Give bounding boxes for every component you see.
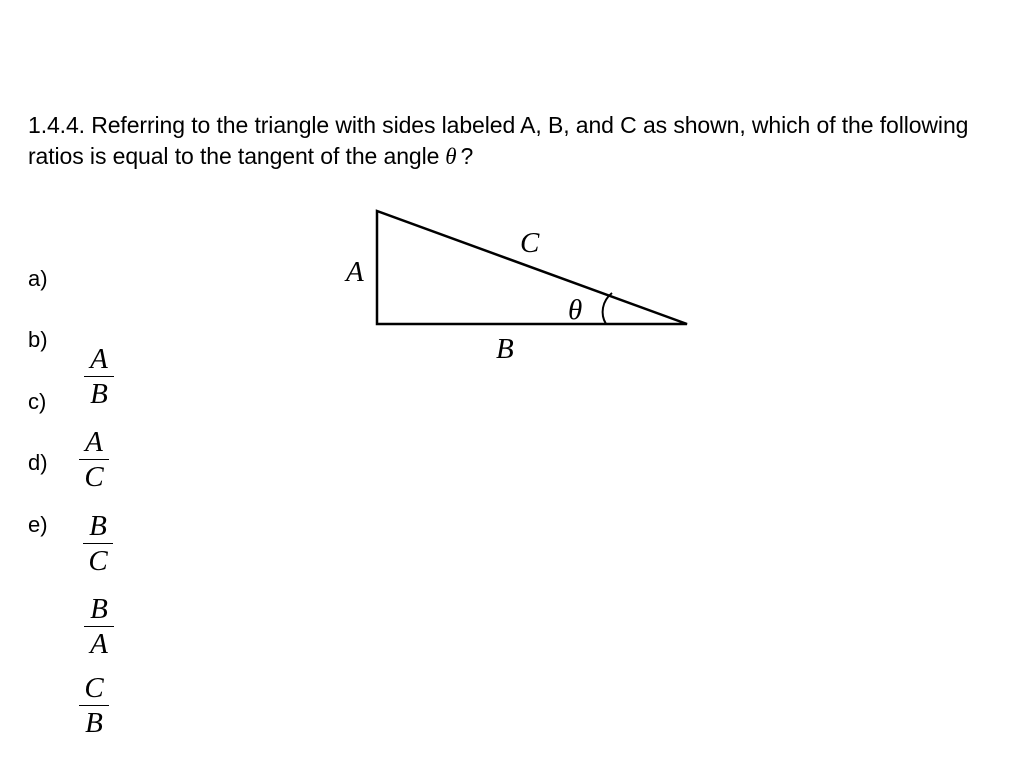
question-body: 1.4.4. Referring to the triangle with sides labeled A, B, and C as shown, which of the following ratios is equal to the tangent of the angle (28, 112, 969, 169)
side-label-b: B (496, 333, 514, 365)
triangle-diagram (330, 200, 710, 370)
numerator: A (90, 343, 108, 375)
theta-symbol: θ (445, 144, 457, 169)
choice-label-a: a) (28, 266, 48, 291)
numerator: A (85, 426, 103, 458)
side-label-a: A (346, 256, 364, 288)
angle-label-theta: θ (568, 294, 583, 326)
numerator: B (89, 510, 107, 542)
choice-b-fraction (74, 427, 114, 492)
choice-e-fraction (74, 673, 114, 738)
denominator: B (90, 378, 108, 410)
question-mark: ? (460, 143, 474, 169)
choice-label-e: e) (28, 512, 48, 537)
choice-label-d: d) (28, 450, 48, 475)
choice-label-b: b) (28, 327, 48, 352)
choice-a-fraction (79, 344, 119, 409)
numerator: C (84, 672, 104, 704)
choice-d-fraction (79, 594, 119, 659)
denominator: B (85, 707, 103, 739)
question-text (28, 110, 998, 172)
denominator: C (88, 545, 108, 577)
angle-arc (603, 293, 612, 324)
choice-c-fraction (78, 511, 118, 576)
side-label-c: C (520, 227, 540, 259)
choice-label-c: c) (28, 389, 47, 414)
denominator: A (90, 628, 108, 660)
denominator: C (84, 461, 104, 493)
numerator: B (90, 593, 108, 625)
